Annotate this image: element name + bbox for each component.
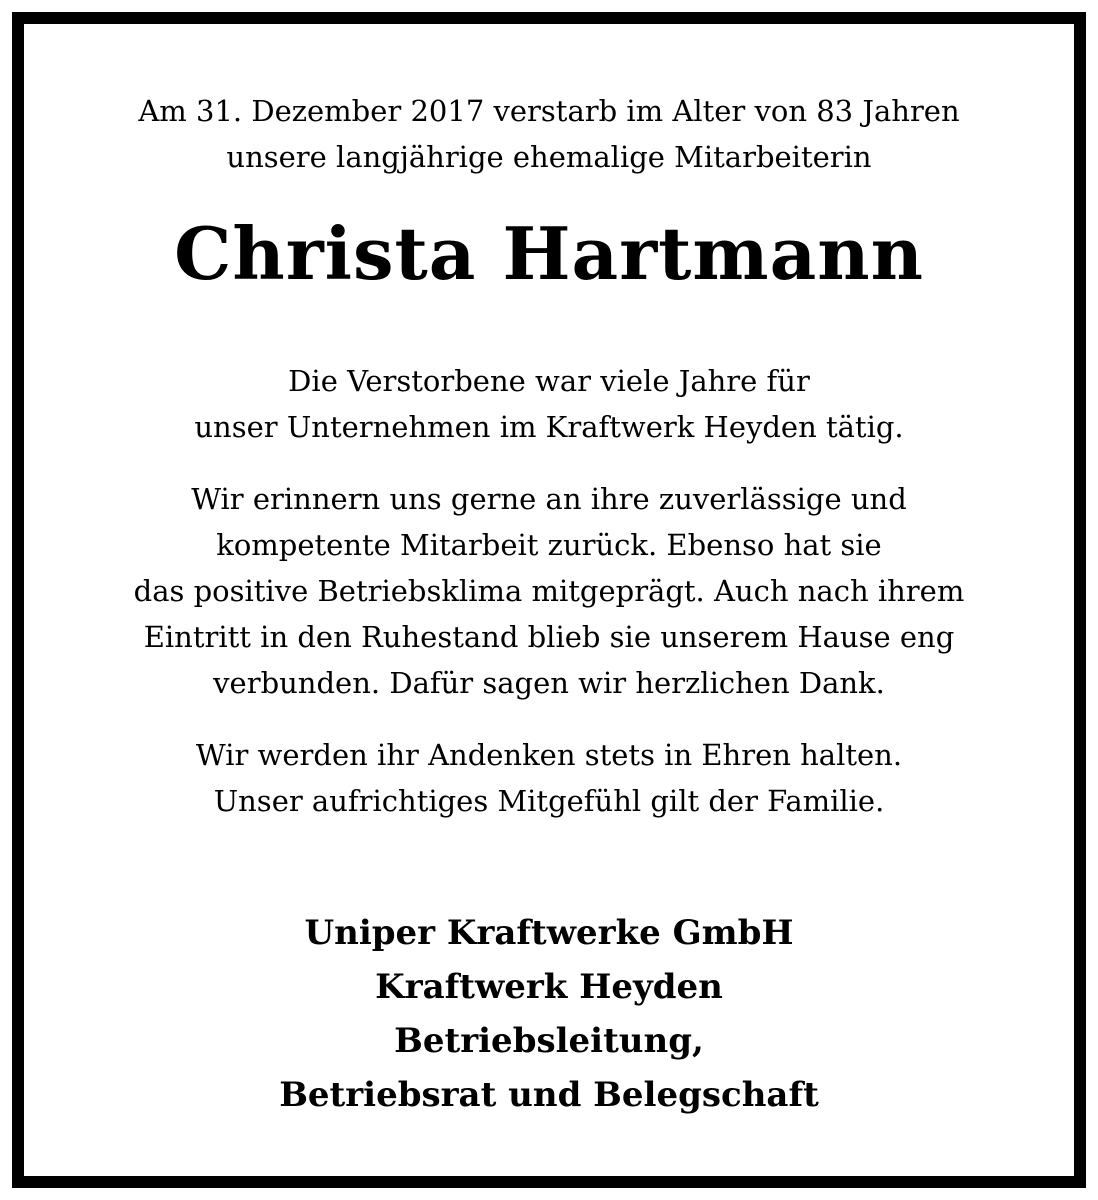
signature-company: Uniper Kraftwerke GmbH (304, 913, 794, 953)
paragraph-line: Wir werden ihr Andenken stets in Ehren halten. (195, 738, 903, 772)
paragraph-line: kompetente Mitarbeit zurück. Ebenso hat sie (216, 528, 882, 562)
signature-management: Betriebsleitung, (394, 1021, 704, 1061)
paragraph-condolence (24, 732, 1074, 824)
paragraph-line: Unser aufrichtiges Mitgefühl gilt der Familie. (213, 784, 885, 818)
obituary-content (24, 24, 1074, 1176)
paragraph-line: Die Verstorbene war viele Jahre für (288, 364, 810, 398)
signature-site: Kraftwerk Heyden (375, 967, 723, 1007)
signature-staff: Betriebsrat und Belegschaft (279, 1075, 819, 1115)
paragraph-line: unser Unternehmen im Kraftwerk Heyden tätig. (194, 410, 904, 444)
intro-line: unsere langjährige ehemalige Mitarbeiterin (226, 140, 872, 174)
signature-block (24, 906, 1074, 1122)
paragraph-line: Eintritt in den Ruhestand blieb sie unserem Hause eng (143, 620, 955, 654)
obituary-frame (12, 12, 1086, 1188)
intro-text (24, 88, 1074, 180)
paragraph-line: verbunden. Dafür sagen wir herzlichen Dank. (213, 666, 885, 700)
paragraph-line: das positive Betriebsklima mitgeprägt. Auch nach ihrem (133, 574, 965, 608)
paragraph-employment (24, 358, 1074, 450)
paragraph-line: Wir erinnern uns gerne an ihre zuverlässige und (191, 482, 907, 516)
intro-line: Am 31. Dezember 2017 verstarb im Alter von 83 Jahren (138, 94, 960, 128)
deceased-name: Christa Hartmann (174, 211, 924, 296)
paragraph-remembrance (24, 476, 1074, 706)
